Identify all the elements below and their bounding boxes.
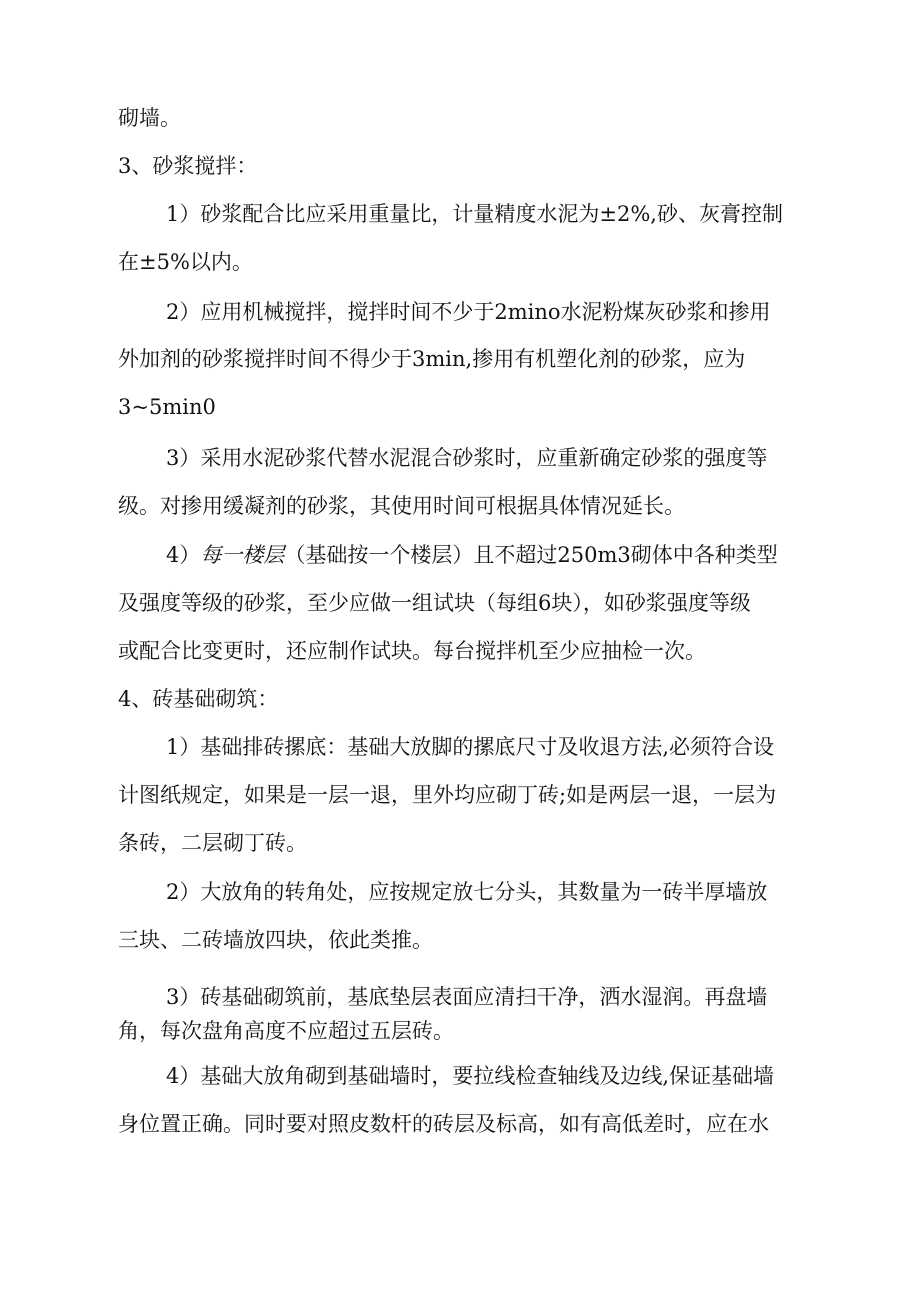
text-line: 3~5min0 [118, 395, 216, 419]
text-line: 条砖，二层砌丁砖。 [118, 831, 307, 855]
text-line: 砌墙。 [118, 106, 181, 130]
text-line: 2）应用机械搅拌，搅拌时间不少于2mino水泥粉煤灰砂浆和掺用 [166, 300, 771, 324]
text-line: 4）基础大放角砌到基础墙时，要拉线检查轴线及边线,保证基础墙 [166, 1064, 775, 1088]
text-line: 1）砂浆配合比应采用重量比，计量精度水泥为±2%,砂、灰膏控制 [166, 202, 783, 226]
text-line: 2）大放角的转角处，应按规定放七分头，其数量为一砖半厚墙放 [166, 880, 768, 904]
text-line: 计图纸规定，如果是一层一退，里外均应砌丁砖;如是两层一退，一层为 [118, 783, 777, 807]
text-line: 三块、二砖墙放四块，依此类推。 [118, 928, 433, 952]
text-line: 3）采用水泥砂浆代替水泥混合砂浆时，应重新确定砂浆的强度等 [166, 446, 768, 470]
text-line: 1）基础排砖摞底：基础大放脚的摞底尺寸及收退方法,必须符合设 [166, 735, 775, 759]
text-line: 在±5%以内。 [118, 250, 253, 274]
emphasized-text: 每一楼层 [200, 543, 285, 567]
text-line: 3）砖基础砌筑前，基底垫层表面应清扫干净，洒水湿润。再盘墙 [166, 985, 768, 1009]
text-line: 及强度等级的砂浆，至少应做一组试块（每组6块），如砂浆强度等级 [118, 591, 751, 615]
section-heading: 4、砖基础砌筑： [118, 687, 279, 711]
text-line: 外加剂的砂浆搅拌时间不得少于3min,掺用有机塑化剂的砂浆，应为 [118, 347, 746, 371]
text-line: 身位置正确。同时要对照皮数杆的砖层及标高，如有高低差时，应在水 [118, 1112, 769, 1136]
text-line: 角，每次盘角高度不应超过五层砖。 [118, 1019, 454, 1043]
text-line: 4）每一楼层（基础按一个楼层）且不超过250m3砌体中各种类型 [166, 540, 920, 570]
text-line: 或配合比变更时，还应制作试块。每台搅拌机至少应抽检一次。 [118, 639, 706, 663]
section-heading: 3、砂浆搅拌： [118, 154, 258, 178]
text-line: 级。对掺用缓凝剂的砂浆，其使用时间可根据具体情况延长。 [118, 494, 685, 518]
